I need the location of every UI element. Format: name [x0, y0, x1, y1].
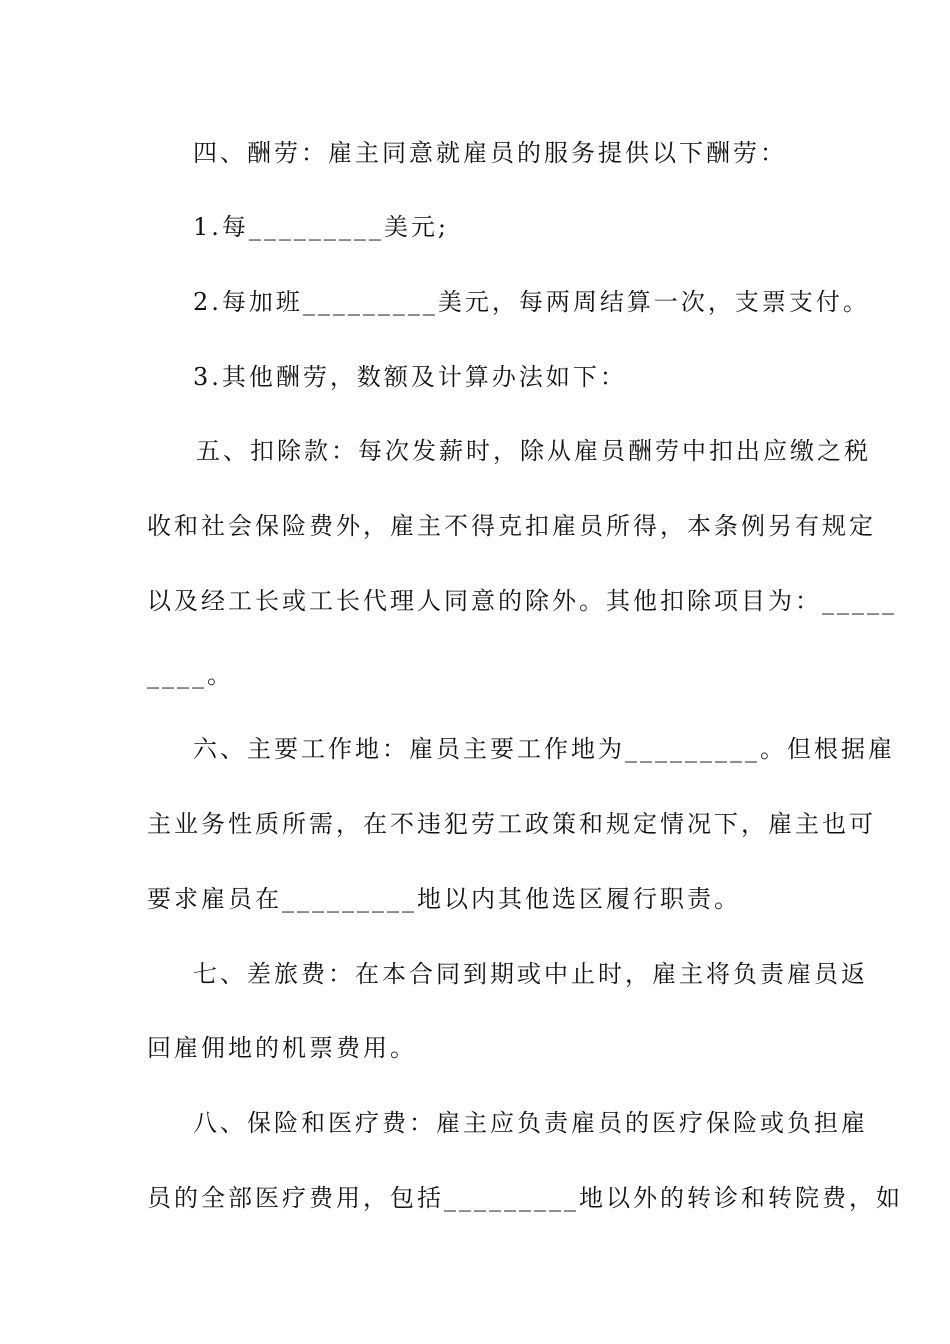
- item-2-line: 2.每加班_________美元，每两周结算一次，支票支付。: [193, 288, 870, 316]
- section-5-line-1: 五、扣除款：每次发薪时，除从雇员酬劳中扣出应缴之税: [196, 437, 871, 465]
- item-3-line: 3.其他酬劳，数额及计算办法如下：: [193, 363, 627, 391]
- section-6-line-3: 要求雇员在_________地以内其他选区履行职责。: [147, 885, 741, 913]
- section-4-heading: 四、酬劳：雇主同意就雇员的服务提供以下酬劳：: [193, 139, 787, 167]
- item-1-line: 1.每_________美元;: [193, 213, 449, 241]
- section-7-line-2: 回雇佣地的机票费用。: [147, 1034, 417, 1062]
- section-6-line-2: 主业务性质所需，在不违犯劳工政策和规定情况下，雇主也可: [147, 810, 876, 838]
- section-8-line-1: 八、保险和医疗费：雇主应负责雇员的医疗保险或负担雇: [193, 1109, 868, 1137]
- section-7-line-1: 七、差旅费：在本合同到期或中止时，雇主将负责雇员返: [193, 960, 868, 988]
- section-6-line-1: 六、主要工作地：雇员主要工作地为_________。但根据雇: [193, 735, 895, 763]
- section-8-line-2: 员的全部医疗费用，包括_________地以外的转诊和转院费，如: [147, 1184, 903, 1212]
- section-5-line-2: 收和社会保险费外，雇主不得克扣雇员所得，本条例另有规定: [147, 512, 876, 540]
- section-5-line-3: 以及经工长或工长代理人同意的除外。其他扣除项目为：_____: [147, 587, 897, 615]
- section-5-line-4: ____。: [147, 661, 234, 689]
